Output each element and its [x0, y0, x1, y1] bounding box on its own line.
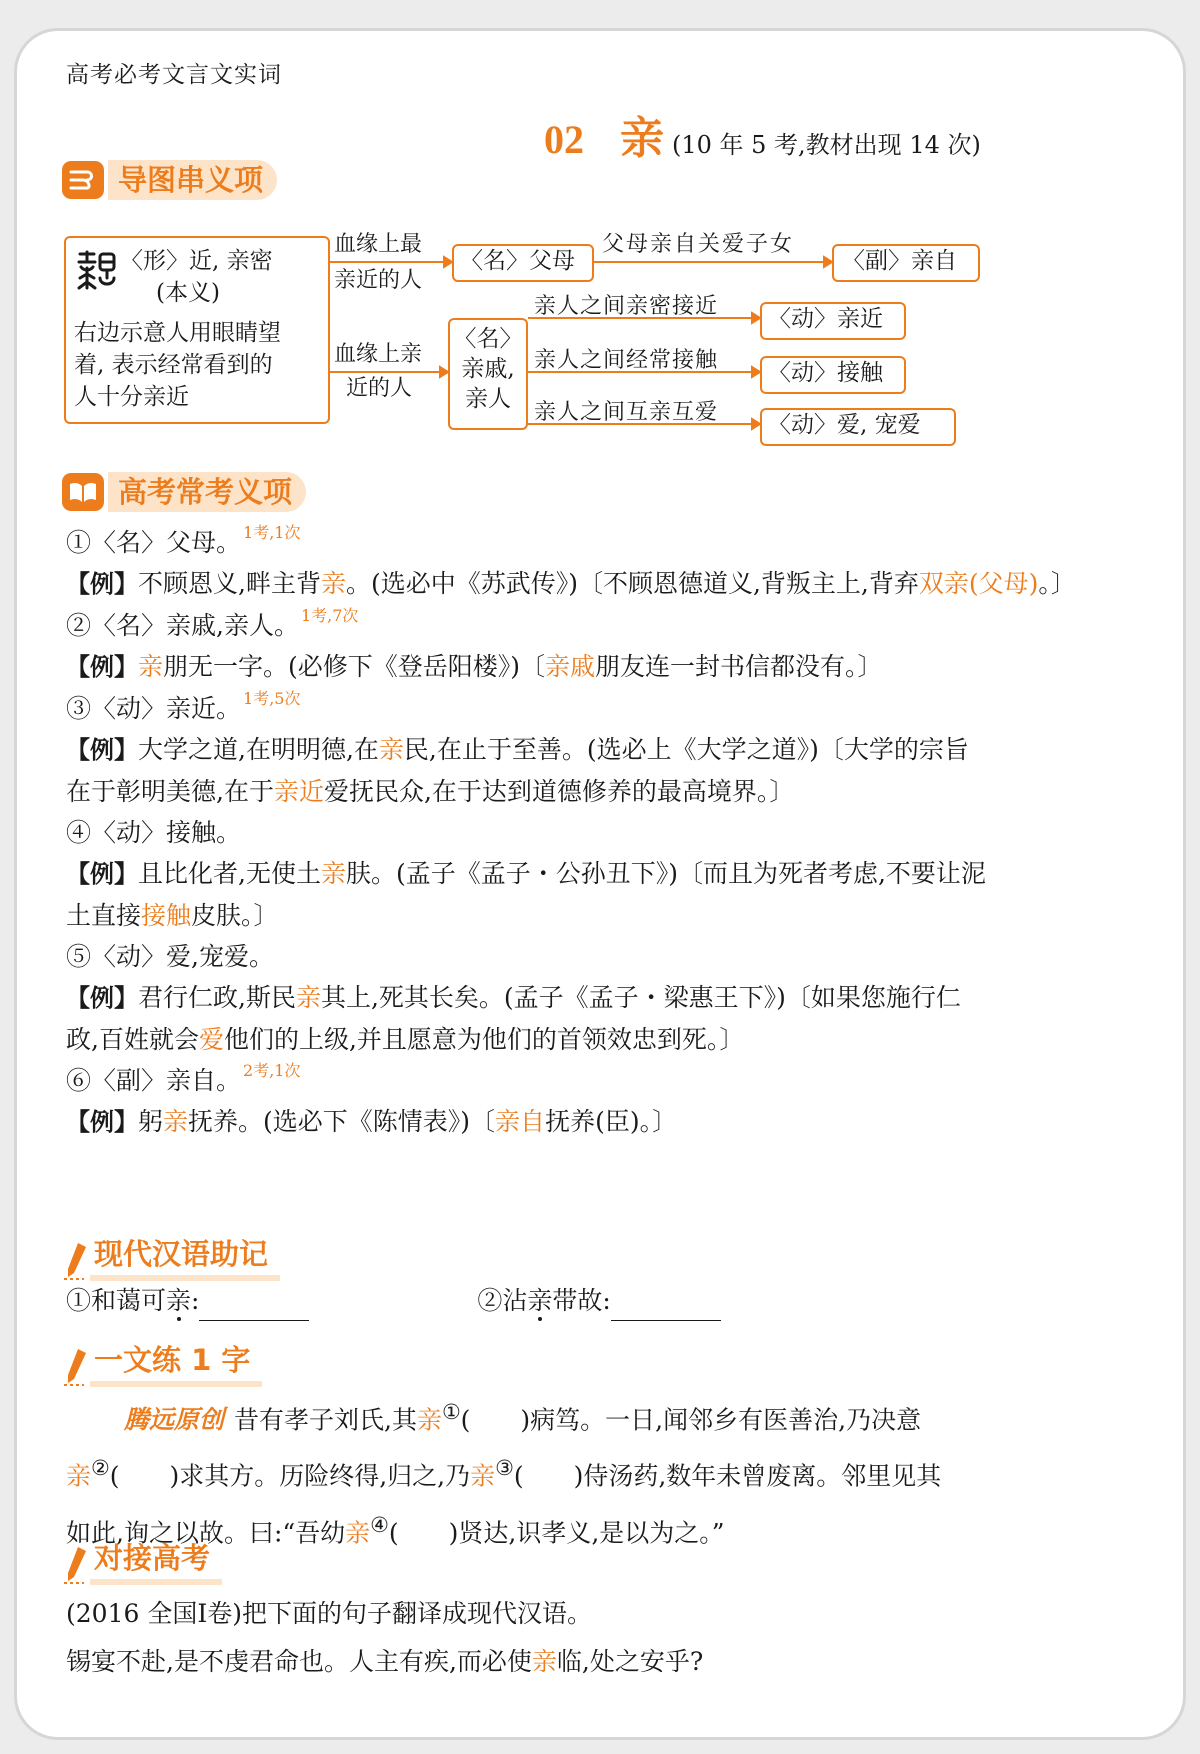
sense-line — [66, 522, 1156, 563]
branch-label: 亲人之间互亲互爱 — [534, 400, 719, 425]
question-text: ②沾 — [477, 1286, 528, 1315]
modern-questions — [66, 1280, 1156, 1321]
example-line — [66, 771, 1156, 812]
sense-line — [66, 812, 1156, 853]
text-segment: ① — [441, 1400, 461, 1424]
branch-label: 亲人之间亲密接近 — [534, 294, 719, 319]
example-line — [66, 1101, 1156, 1143]
origin-desc-line: 着, 表示经常看到的 — [74, 352, 273, 378]
exam-question — [66, 1590, 1156, 1686]
text-segment: 。(选必中《苏武传》)〔不顾恩德道义,背叛主上,背弃 — [345, 569, 919, 598]
branch-label: 父母亲自关爱子女 — [602, 232, 795, 257]
text-segment: 锡宴不赴,是不虔君命也。人主有疾,而必使 — [66, 1647, 532, 1676]
text-segment: 朋友连一封书信都没有。〕 — [595, 652, 883, 681]
text-segment: 他们的上级,并且愿意为他们的首领效忠到死。〕 — [223, 1025, 745, 1054]
branch-label: 亲人之间经常接触 — [534, 348, 719, 373]
question-text: ①和蔼可 — [66, 1286, 167, 1315]
text-segment: ( )侍汤药,数年未曾废离。邻里见其 — [513, 1461, 942, 1491]
dotted-char: 亲 — [527, 1286, 553, 1315]
branch-label: 亲近的人 — [334, 268, 423, 293]
text-segment: 【例】 — [66, 1108, 138, 1136]
text-segment: 政,百姓就会 — [66, 1025, 199, 1054]
sense-line — [66, 688, 1156, 729]
entry-character: 亲 — [620, 113, 664, 164]
highlighted-text: 亲 — [416, 1405, 442, 1435]
section-label: 高考常考义项 — [108, 472, 306, 512]
highlighted-text: 亲 — [295, 983, 321, 1012]
text-segment: 且比化者,无使土 — [138, 859, 321, 888]
text-segment: ⑥〈副〉亲自。 — [66, 1066, 242, 1095]
text-segment: 不顾恩义,畔主背 — [138, 569, 321, 598]
text-segment: ③ — [495, 1456, 514, 1481]
example-line — [66, 1019, 1156, 1060]
highlighted-text: 亲近 — [273, 777, 324, 806]
origin-box — [64, 236, 330, 424]
text-segment: 朋无一字。(必修下《登岳阳楼》)〔 — [163, 652, 546, 681]
text-segment: 【例】 — [66, 736, 138, 764]
text-segment: 在于彰明美德,在于 — [66, 777, 274, 806]
example-line — [66, 853, 1156, 895]
sense-box-contact: 〈动〉接触 — [760, 356, 906, 394]
text-segment: 爱抚民众,在于达到道德修养的最高境界。〕 — [323, 777, 795, 806]
text-segment: 抚养。(选必下《陈情表》)〔 — [188, 1107, 496, 1136]
text-segment: 带故: — [552, 1286, 611, 1315]
highlighted-text: 亲 — [378, 735, 404, 764]
section-label: 导图串义项 — [108, 160, 277, 200]
original-badge: 腾远原创 — [124, 1405, 225, 1435]
highlighted-text: 亲 — [320, 569, 346, 598]
pencil-icon — [62, 1545, 90, 1585]
origin-sense: 〈形〉近, 亲密 — [120, 248, 273, 274]
sense-line — [66, 605, 1156, 646]
text-segment: ⑤〈动〉爱,宠爱。 — [66, 942, 274, 971]
origin-desc-line: 人十分亲近 — [74, 384, 189, 410]
text-segment: 躬 — [138, 1107, 164, 1136]
answer-blank[interactable] — [199, 1293, 309, 1321]
text-segment: ②〈名〉亲戚,亲人。 — [66, 611, 299, 640]
highlighted-text: 亲戚 — [545, 652, 596, 681]
text-segment: 1考,5次 — [243, 689, 301, 708]
text-segment: 临,处之安乎? — [556, 1647, 704, 1676]
branch-label: 血缘上最 — [334, 232, 423, 257]
text-segment: ( )病笃。一日,闻邻乡有医善治,乃决意 — [460, 1405, 922, 1435]
section-label: 对接高考 — [90, 1536, 222, 1585]
section-label: 一文练 1 字 — [90, 1338, 262, 1387]
highlighted-text: 亲 — [470, 1461, 496, 1491]
example-line — [66, 729, 1156, 771]
pencil-icon — [62, 1241, 90, 1281]
highlighted-text: 爱 — [198, 1025, 224, 1054]
exam-sentence — [66, 1638, 1156, 1686]
text-segment: 【例】 — [66, 570, 138, 598]
highlighted-text: 亲 — [320, 859, 346, 888]
highlighted-text: 亲 — [163, 1107, 189, 1136]
answer-blank[interactable] — [611, 1293, 721, 1321]
highlighted-text: 亲 — [345, 1517, 371, 1547]
text-segment: 【例】 — [66, 653, 138, 681]
relatives-line: 亲戚, — [461, 356, 515, 382]
highlighted-text: 亲 — [531, 1647, 557, 1676]
sense-box-relatives — [448, 318, 528, 430]
text-segment: 大学之道,在明明德,在 — [138, 735, 379, 764]
text-segment: ( )求其方。历险终得,归之,乃 — [109, 1461, 471, 1491]
text-segment: 土直接 — [66, 901, 142, 930]
origin-note: (本义) — [156, 280, 220, 306]
branch-label: 近的人 — [346, 376, 413, 401]
highlighted-text: 亲 — [66, 1461, 92, 1491]
dotted-char: 亲 — [166, 1286, 192, 1315]
pencil-icon — [62, 1347, 90, 1387]
text-segment: ( )贤达,识孝义,是以为之。” — [388, 1517, 725, 1547]
text-segment: 其上,死其长矣。(孟子《孟子・梁惠王下》)〔如果您施行仁 — [320, 983, 961, 1012]
text-segment: 【例】 — [66, 984, 138, 1012]
text-segment: ④ — [370, 1512, 389, 1537]
running-header: 高考必考文言文实词 — [66, 62, 282, 88]
text-segment: 1考,1次 — [243, 523, 301, 542]
section-label: 现代汉语助记 — [90, 1232, 280, 1281]
text-segment: 君行仁政,斯民 — [138, 983, 296, 1012]
text-segment: ④〈动〉接触。 — [66, 818, 242, 847]
seal-character-icon — [74, 248, 120, 294]
section-common-heading — [62, 470, 306, 514]
sense-box-love: 〈动〉爱, 宠爱 — [760, 408, 956, 446]
origin-desc-line: 右边示意人用眼睛望 — [74, 320, 281, 346]
sense-box-parents: 〈名〉父母 — [452, 244, 594, 282]
text-segment: : — [191, 1286, 200, 1315]
text-segment: 昔有孝子刘氏,其 — [234, 1405, 417, 1435]
senses-list — [66, 522, 1156, 1143]
text-segment: 如此,询之以故。曰:“吾幼 — [66, 1517, 346, 1547]
practice-passage — [66, 1388, 1156, 1557]
example-line — [66, 646, 1156, 688]
section-practice-heading — [62, 1338, 262, 1387]
text-segment: 皮肤。〕 — [191, 901, 279, 930]
highlighted-text: 亲自 — [495, 1107, 546, 1136]
relatives-line: 亲人 — [465, 386, 511, 412]
text-segment: 抚养(臣)。〕 — [545, 1107, 678, 1136]
example-line — [66, 563, 1156, 605]
sense-line — [66, 936, 1156, 977]
text-segment: ①〈名〉父母。 — [66, 528, 242, 557]
example-line — [66, 895, 1156, 936]
example-line — [66, 977, 1156, 1019]
text-segment: ③〈动〉亲近。 — [66, 694, 242, 723]
relatives-line: 〈名〉 — [453, 326, 523, 352]
highlighted-text: 双亲(父母) — [918, 569, 1039, 598]
text-segment: 【例】 — [66, 860, 138, 888]
entry-meta: (10 年 5 考,教材出现 14 次) — [672, 131, 981, 159]
book-icon — [62, 473, 104, 511]
highlighted-text: 亲 — [138, 652, 164, 681]
branch-label: 血缘上亲 — [334, 342, 423, 367]
entry-number: 02 — [544, 117, 584, 162]
text-segment: 民,在止于至善。(选必上《大学之道》)〔大学的宗旨 — [403, 735, 969, 764]
highlighted-text: 接触 — [141, 901, 192, 930]
text-segment: 2考,1次 — [243, 1061, 301, 1080]
section-exam-heading — [62, 1536, 222, 1585]
sense-box-personally: 〈副〉亲自 — [832, 244, 980, 282]
section-modern-heading — [62, 1232, 280, 1281]
text-segment: 肤。(孟子《孟子・公孙丑下》)〔而且为死者考虑,不要让泥 — [345, 859, 986, 888]
text-segment: 。〕 — [1038, 569, 1076, 598]
text-segment: ② — [91, 1456, 110, 1481]
text-segment: 1考,7次 — [300, 606, 359, 625]
sense-box-close: 〈动〉亲近 — [760, 302, 906, 340]
exam-source: (2016 全国Ⅰ卷)把下面的句子翻译成现代汉语。 — [66, 1599, 592, 1628]
sense-line — [66, 1060, 1156, 1101]
